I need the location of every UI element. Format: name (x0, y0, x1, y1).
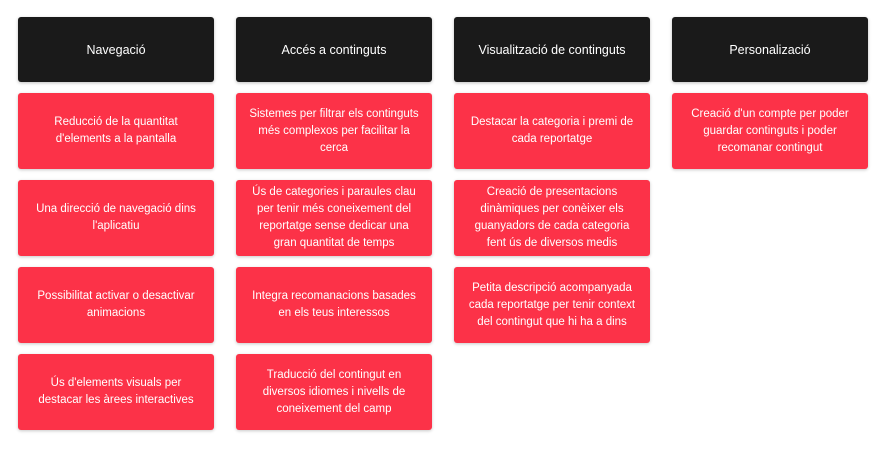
card-list (454, 93, 650, 343)
card: Una direcció de navegació dins l'aplicatiu (18, 180, 214, 256)
column-header: Personalizació (672, 17, 868, 82)
card: Ús de categories i paraules clau per tenir més coneixement del reportatge sense dedicar una gran quantitat de temps (236, 180, 432, 256)
card: Reducció de la quantitat d'elements a la pantalla (18, 93, 214, 169)
column-navegacio (18, 17, 214, 430)
card: Creació d'un compte per poder guardar continguts i poder recomanar contingut (672, 93, 868, 169)
card: Possibilitat activar o desactivar animacions (18, 267, 214, 343)
column-visualitzacio-de-continguts (454, 17, 650, 343)
column-header: Navegació (18, 17, 214, 82)
column-header: Accés a continguts (236, 17, 432, 82)
column-personalizacio (672, 17, 868, 169)
card-list (18, 93, 214, 430)
card: Destacar la categoria i premi de cada reportatge (454, 93, 650, 169)
card: Ús d'elements visuals per destacar les àrees interactives (18, 354, 214, 430)
card-list (672, 93, 868, 169)
card: Sistemes per filtrar els continguts més complexos per facilitar la cerca (236, 93, 432, 169)
card: Creació de presentacions dinàmiques per conèixer els guanyadors de cada categoria fent ús de diversos medis (454, 180, 650, 256)
card: Petita descripció acompanyada cada reportatge per tenir context del contingut que hi ha a dins (454, 267, 650, 343)
column-acces-a-continguts (236, 17, 432, 430)
card-list (236, 93, 432, 430)
column-header: Visualització de continguts (454, 17, 650, 82)
card: Integra recomanacions basades en els teus interessos (236, 267, 432, 343)
card: Traducció del contingut en diversos idiomes i nivells de coneixement del camp (236, 354, 432, 430)
